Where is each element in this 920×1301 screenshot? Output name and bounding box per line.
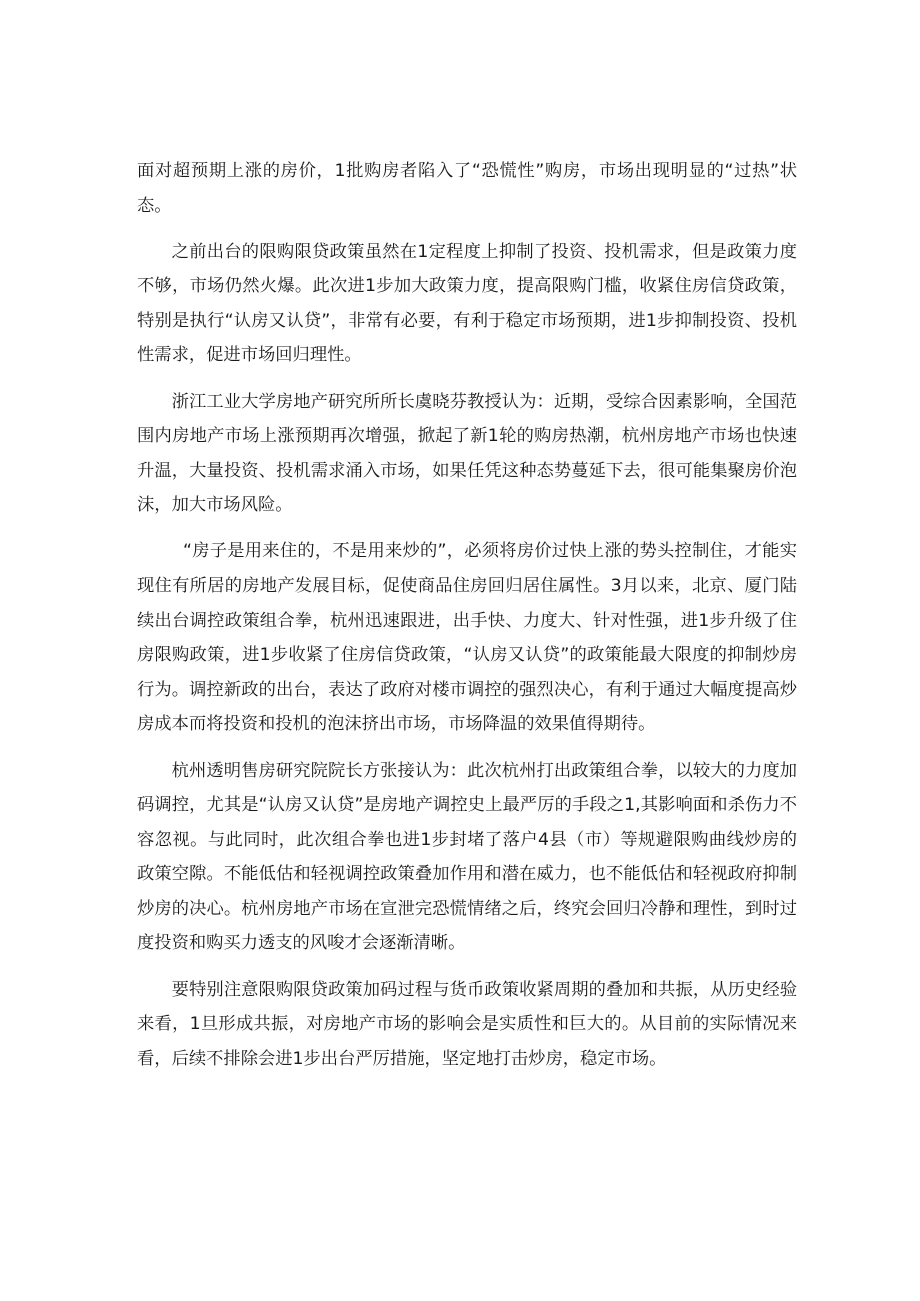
paragraph-6: 要特别注意限购限贷政策加码过程与货币政策收紧周期的叠加和共振，从历史经验来看，1旦形成共振，对房地产市场的影响会是实质性和巨大的。从目前的实际情况来看，后续不排除会进1步出台严厉措施，坚定地打击炒房，稳定市场。 [137, 979, 797, 1069]
paragraph-2: 之前出台的限购限贷政策虽然在1定程度上抑制了投资、投机需求，但是政策力度不够，市场仍然火爆。此次进1步加大政策力度，提高限购门槛，收紧住房信贷政策，特别是执行“认房又认贷”，非常有必要，有利于稳定市场预期，进1步抑制投资、投机性需求，促进市场回归理性。 [137, 241, 797, 366]
paragraph-1: 面对超预期上涨的房价，1批购房者陷入了“恐慌性”购房，市场出现明显的“过热”状态。 [137, 161, 797, 216]
article-body [137, 154, 797, 1088]
paragraph-5: 杭州透明售房研究院院长方张接认为：此次杭州打出政策组合拳，以较大的力度加码调控，尤其是“认房又认贷”是房地产调控史上最严厉的手段之1,其影响面和杀伤力不容忽视。与此同时，此次组合拳也进1步封堵了落户4县（市）等规避限购曲线炒房的政策空隙。不能低估和轻视调控政策叠加作用和潜在威力，也不能低估和轻视政府抑制炒房的决心。杭州房地产市场在宣泄完恐慌情绪之后，终究会回归冷静和理性，到时过度投资和购买力透支的风唆才会逐渐清晰。 [137, 760, 797, 954]
paragraph-4: “房子是用来住的，不是用来炒的”，必须将房价过快上涨的势头控制住，才能实现住有所居的房地产发展目标，促使商品住房回归居住属性。3月以来，北京、厦门陆续出台调控政策组合拳，杭州迅速跟进，出手快、力度大、针对性强，进1步升级了住房限购政策，进1步收紧了住房信贷政策，“认房又认贷”的政策能最大限度的抑制炒房行为。调控新政的出台，表达了政府对楼市调控的强烈决心，有利于通过大幅度提高炒房成本而将投资和投机的泡沫挤出市场，市场降温的效果值得期待。 [137, 541, 797, 735]
paragraph-3: 浙江工业大学房地产研究所所长虞晓芬教授认为：近期，受综合因素影响，全国范围内房地产市场上涨预期再次增强，掀起了新1轮的购房热潮，杭州房地产市场也快速升温，大量投资、投机需求涌入市场，如果任凭这种态势蔓延下去，很可能集聚房价泡沫，加大市场风险。 [137, 391, 797, 516]
